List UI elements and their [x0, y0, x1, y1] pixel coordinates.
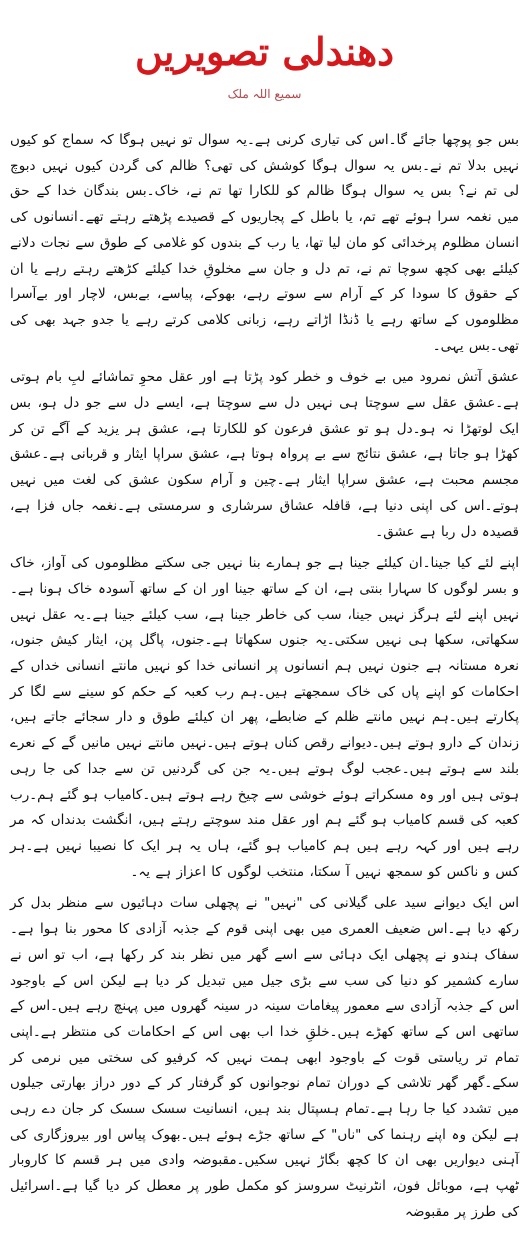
article-paragraph-1: بس جو پوچھا جائے گا۔اس کی تیاری کرنی ہے۔یہ سوال تو نہیں ہوگا کہ سماج کو کیوں نہیں بدلا تم نے۔بس یہ سوال ہوگا کوشش کی تھی؟ ظالم کی گردن کیوں نہیں دبوچ لی تم نے؟ بس یہ سوال ہوگا ظالم کو للکارا تھا تم نے، خاک۔بس بندگان خدا کے حق میں نغمہ سرا ہوئے تھے تم، یا باطل کے پجاریوں کے قصیدے پڑھتے رہتے تھے۔انسانوں کی انسان مظلوم پرخدائی کو مان لیا تھا، یا رب کے بندوں کو غلامی کے طوق سے نجات دلانے کیلئے بھی کچھ سوچا تم نے، تم دل و جان سے مخلوقِ خدا کیلئے کڑھتے رہتے رہے یا ان کے حقوق کا سودا کر کے آرام سے سوتے رہے، بھوکے، پیاسے، بےبس، لاچار اور بےآسرا مظلوموں کے ساتھ رہے یا ڈنڈا اڑاتے رہے، زبانی کلامی کرتے رہے یا جدو جہد بھی کی تھی۔بس یہی۔: [10, 132, 519, 354]
article-paragraph-4: اس ایک دیوانے سید علی گیلانی کی "نہیں" نے پچھلی سات دہائیوں سے منظر بدل کر رکھ دیا ہے۔اس ضعیف العمری میں بھی اپنی قوم کے جذبہ آزادی کا محور بنا ہوا ہے۔سفاک ہندو نے پچھلی ایک دہائی سے اسے گھر میں نظر بند کر رکھا ہے، اب تو اس نے سارے کشمیر کو دنیا کی سب سے بڑی جیل میں تبدیل کر دیا ہے لیکن اس کے باوجود اس کے جذبہ آزادی سے معمور پیغامات سینہ در سینہ گھروں میں پہنچ رہے ہیں۔اس کے ساتھی اس کے ساتھ کھڑے ہیں۔خلقِ خدا اب بھی اس کے احکامات کی منتظر ہے۔اپنی تمام تر ریاستی قوت کے باوجود ابھی ہمت نہیں کہ کرفیو کی سختی میں نرمی کر سکے۔گھر گھر تلاشی کے دوران تمام نوجوانوں کو گرفتار کر کے دور دراز بھارتی جیلوں میں تشدد کیا جا رہا ہے۔تمام ہسپتال بند ہیں، انسانیت سسک سسک کر جان دے رہی ہے لیکن وہ اپنے رہنما کی "ناں" کے ساتھ جڑے ہوئے ہیں۔بھوک پیاس اور بیروزگاری کی آہنی دیواریں بھی ان کا کچھ بگاڑ نہیں سکیں۔مقبوضہ وادی میں ہر قسم کا کاروبار ٹھپ ہے، موبائل فون، انٹرنیٹ سروسز کو مکمل طور پر معطل کر دیا گیا ہے۔اسرائیل کی طرز پر مقبوضہ: [10, 895, 519, 1220]
article-paragraph-2: عشق آتش نمرود میں بے خوف و خطر کود پڑتا ہے اور عقل محوِ تماشائے لبِ بام ہوتی ہے۔عشق عقل سے سوچتا ہی نہیں دل سے سوچتا ہے، ایسے دل سے جو دل ہو، بس ایک لوتھڑا نہ ہو۔دل ہو تو عشق فرعون کو للکارتا ہے، عشق ہر یزید کے آگے تن کر کھڑا ہو جاتا ہے، عشق نتائج سے بے پرواہ ہوتا ہے، عشق سراپا ایثار و قربانی ہے۔عشق مجسم محبت ہے، عشق سراپا ایثار ہے۔چین و آرام سکون عشق کی لغت میں نہیں ہوتے۔اس کی اپنی دنیا ہے، قافلہ عشاق سرشاری و سرمستی ہے۔نغمہ جاں فزا ہے، قصیدہ دل ربا ہے عشق۔: [10, 369, 519, 540]
article-title: دھندلی تصویریں: [134, 29, 395, 74]
article-paragraph-3: اپنے لئے کیا جینا۔ان کیلئے جینا ہے جو ہمارے بنا نہیں جی سکتے مظلوموں کی آواز، خاک و بسر لوگوں کا سہارا بنتی ہے، ان کے ساتھ جینا اور ان کے ساتھ آسودہ خاک ہونا ہے۔نہیں اپنے لئے ہرگز نہیں جینا، سب کی خاطر جینا ہے، سب کیلئے جینا ہے۔یہ عقل نہیں سکھاتی، سکھا ہی نہیں سکتی۔یہ جنوں سکھاتا ہے۔جنوں، پاگل پن، ایثار کیش جنوں، نعرہ مستانہ ہے جنون نہیں ہم انسانوں پر انسانی خدا کو نہیں مانتے انسانی خداں کے احکامات کو اپنے پاں کی خاک سمجھتے ہیں۔ہم رب کعبہ کے حکم کو سینے سے لگا کر پکارتے ہیں۔ہم نہیں مانتے ظلم کے ضابطے، پھر ان کیلئے طوق و دار سجائے جاتے ہیں، زندان کے دارو ہوتے ہیں۔دیوانے رقص کناں ہوتے ہیں۔نہیں مانتے نہیں مانیں گے کے نعرے بلند سے ہوتے ہیں۔عجب لوگ ہوتے ہیں۔یہ جن کی گردنیں تن سے جدا کی جا رہی ہوتی ہیں اور وہ مسکراتے ہوئے خوشی سے چیخ رہے ہوتے ہیں۔کامیاب ہو گئے ہم۔رب کعبہ کی قسم کامیاب ہو گئے ہم اور عقل مند سوچتے رہتے ہیں، انگشت بدنداں کہ مر رہے ہیں اور کہہ رہے ہیں ہم کامیاب ہو گئے، ہاں یہ ہر ایک کا نصیبا نہیں ہے۔ہر کس و ناکس کو سمجھ نہیں آ سکتا، منتخب لوگوں کا اعزاز ہے یہ۔: [10, 555, 519, 880]
article-body: [10, 128, 519, 1232]
author-byline: سمیع اللہ ملک: [227, 87, 302, 101]
